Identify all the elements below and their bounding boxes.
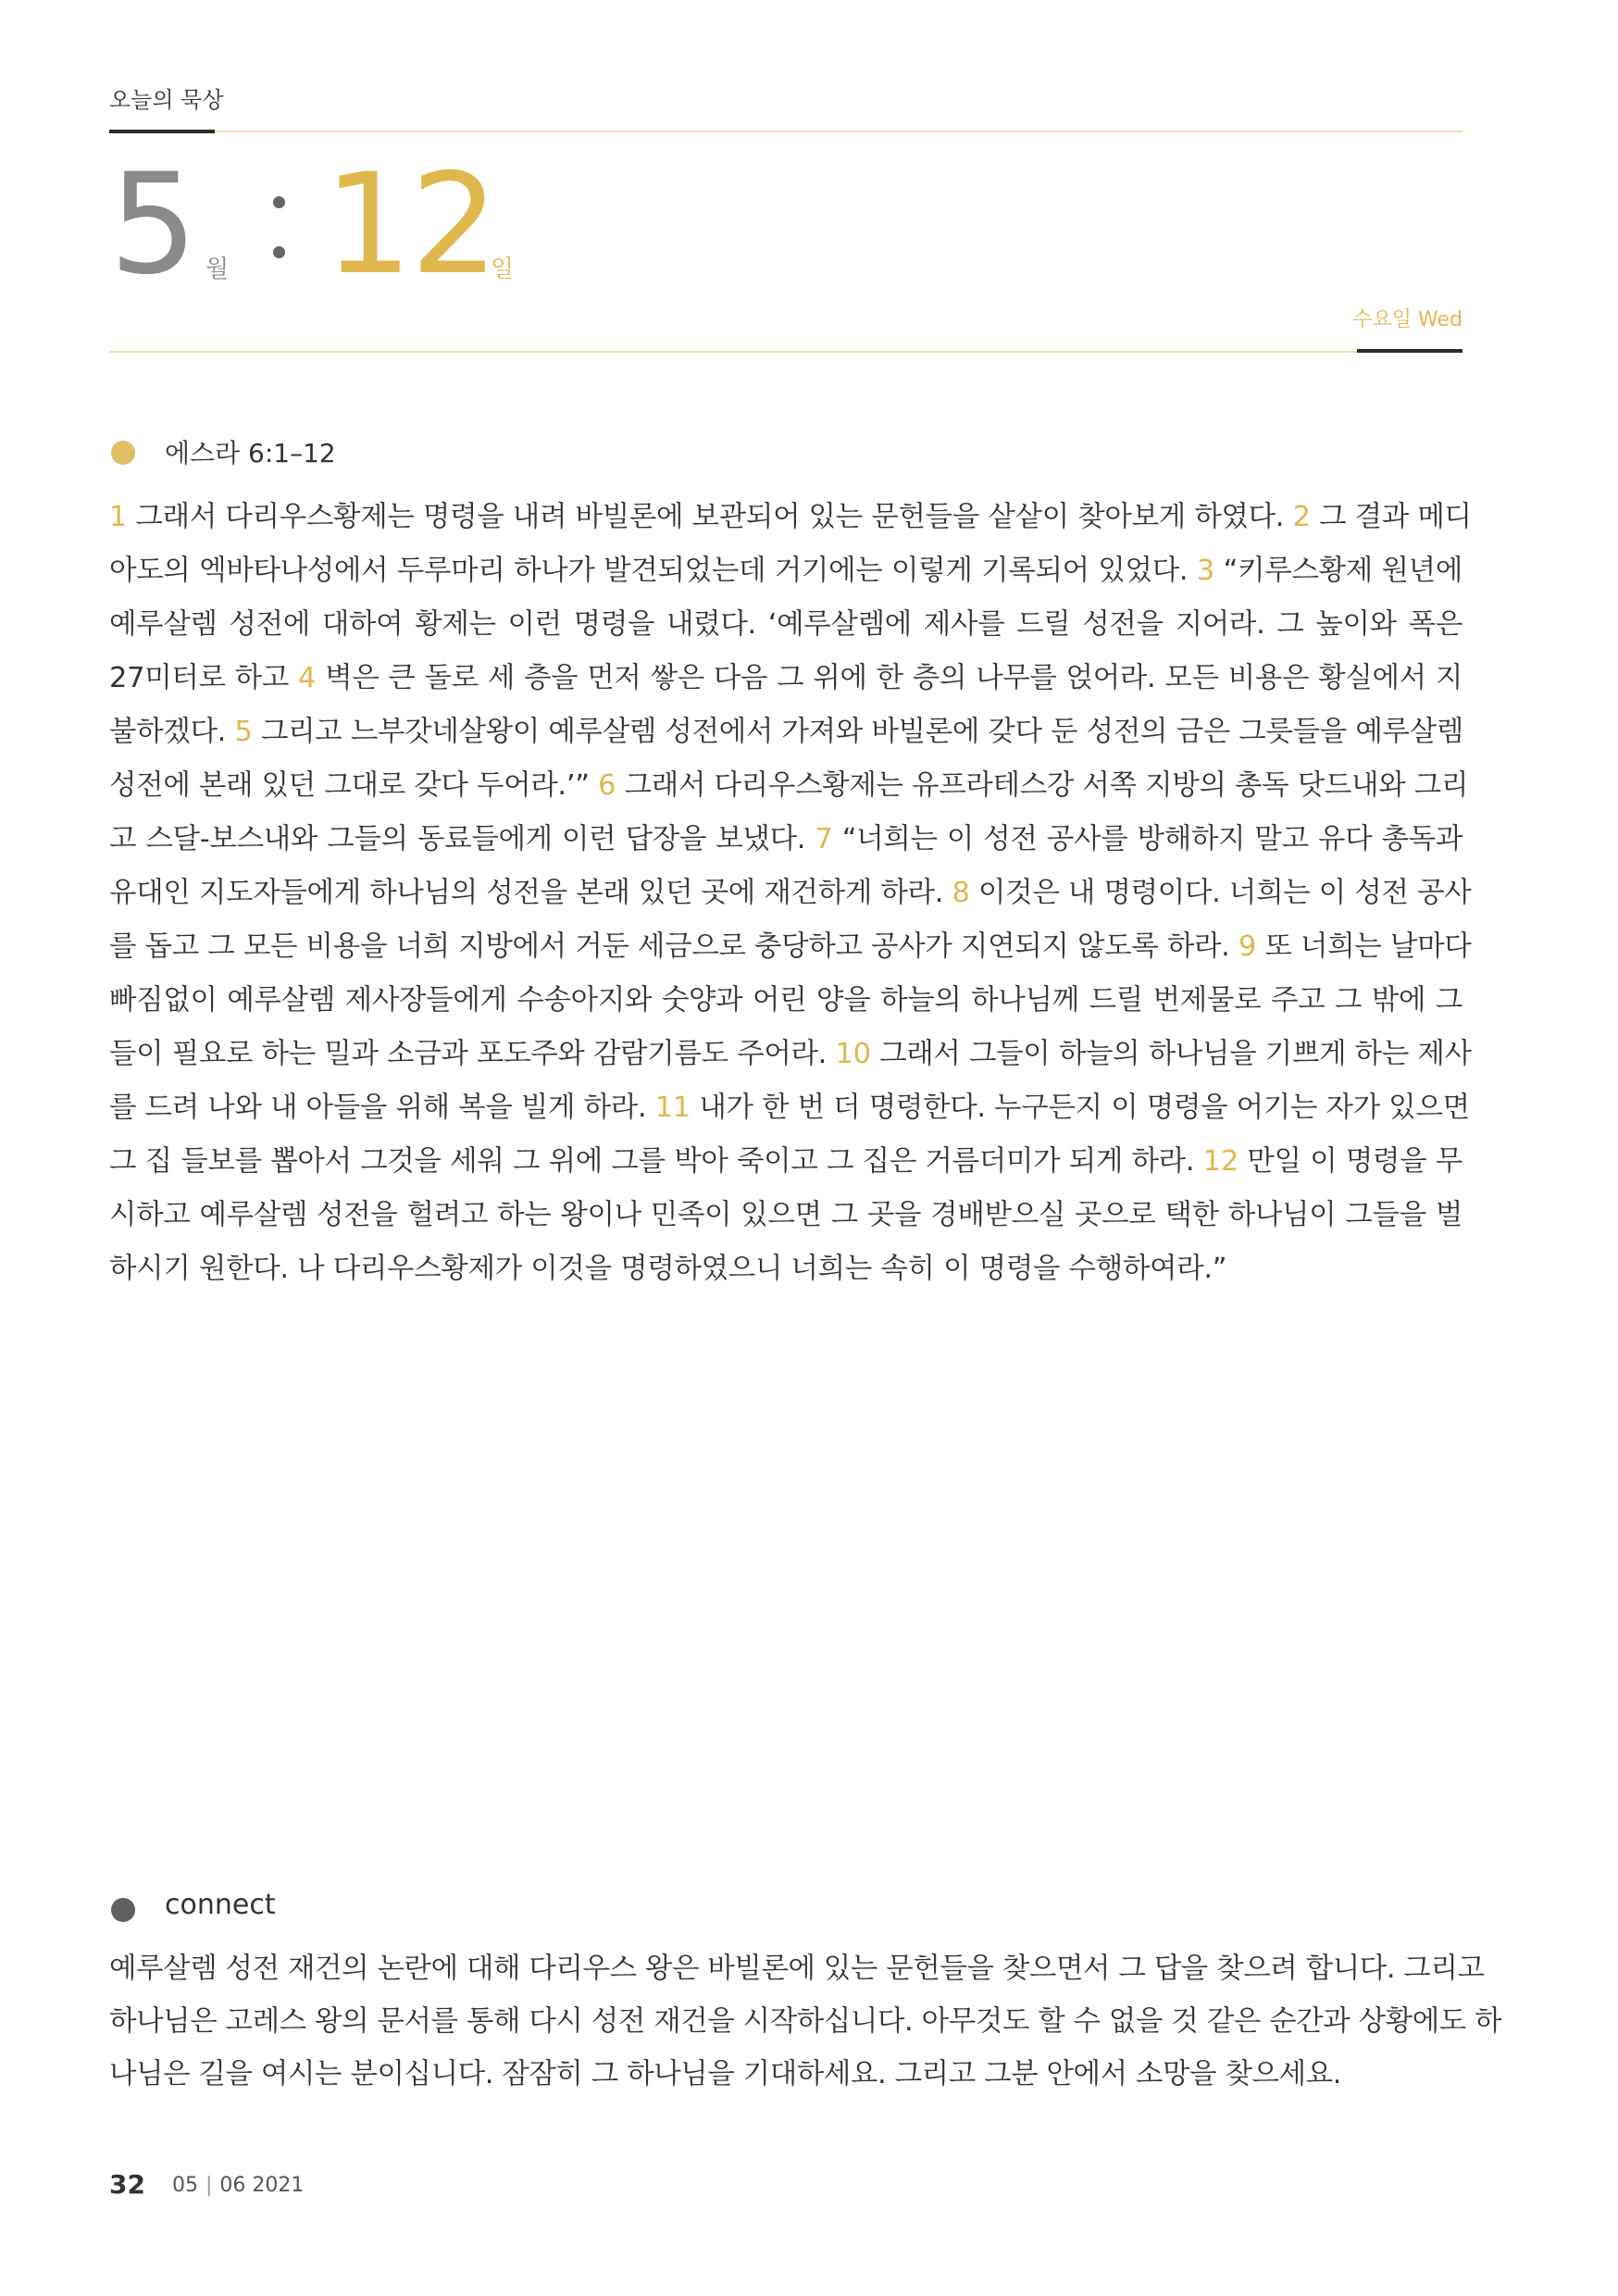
day-number: 12: [324, 144, 497, 306]
section-label: 오늘의 묵상: [109, 87, 224, 113]
verse-text: 유대인 지도자들에게 하나님의 성전을 본래 있던 곳에 재건하게 하라.: [109, 877, 952, 909]
verse-text: 그 결과 메디: [1310, 501, 1472, 533]
section-label-underline: [109, 130, 215, 133]
page-number: 32: [109, 2169, 145, 2200]
connect-heading: connect: [165, 1889, 276, 1921]
scripture-line: [109, 1028, 1472, 1081]
issue-date: [172, 2174, 304, 2197]
verse-text: 고 스달-보스내와 그들의 동료들에게 이런 답장을 보냈다.: [109, 823, 815, 855]
verse-number: 9: [1238, 930, 1257, 963]
verse-number: 6: [598, 769, 616, 802]
verse-number: 10: [835, 1038, 871, 1070]
connect-line: 예루살렘 성전 재건의 논란에 대해 다리우스 왕은 바빌론에 있는 문헌들을 찾으면서 그 답을 찾으려 합니다. 그리고: [109, 1953, 1485, 1985]
verse-text: “키루스황제 원년에: [1214, 555, 1462, 587]
connect-line: 하나님은 고레스 왕의 문서를 통해 다시 성전 재건을 시작하십니다. 아무것도 할 수 없을 것 같은 순간과 상황에도 하: [109, 2005, 1502, 2038]
verse-number: 2: [1292, 501, 1311, 533]
verse-text: 그래서 다리우스황제는 명령을 내려 바빌론에 보관되어 있는 문헌들을 샅샅이 찾아보게 하였다.: [127, 501, 1293, 533]
verse-number: 1: [109, 501, 128, 533]
scripture-line: [109, 867, 1472, 920]
issue-separator: |: [205, 2174, 213, 2197]
verse-text: 27미터로 하고: [109, 662, 298, 694]
verse-number: 3: [1196, 555, 1214, 587]
verse-number: 4: [297, 662, 317, 694]
verse-text: 또 너희는 날마다: [1256, 930, 1472, 963]
verse-number: 5: [234, 716, 253, 748]
weekday: 수요일 Wed: [1352, 308, 1462, 331]
verse-text: 성전에 본래 있던 그대로 갖다 두어라.’”: [109, 769, 599, 802]
issue-rest: 06 2021: [219, 2174, 305, 2197]
verse-text: 그래서 그들이 하늘의 하나님을 기쁘게 하는 제사: [870, 1038, 1472, 1070]
verse-text: 예루살렘 성전에 대하여 황제는 이런 명령을 내렸다. ‘예루살렘에 제사를 드릴 성전을 지어라. 그 높이와 폭은: [109, 608, 1462, 641]
verse-number: 8: [952, 877, 970, 909]
verse-text: 불하겠다.: [109, 716, 235, 748]
date-colon: [273, 196, 286, 261]
scripture-reference: 에스라 6:1–12: [165, 438, 336, 468]
scripture-line: [109, 1081, 1470, 1135]
verse-text: 내가 한 번 더 명령한다. 누구든지 이 명령을 어기는 자가 있으면: [690, 1092, 1470, 1124]
scripture-line: [109, 652, 1462, 705]
verse-text: 그래서 다리우스황제는 유프라테스강 서쪽 지방의 총독 닷드내와 그리: [616, 769, 1469, 802]
verse-text: 시하고 예루살렘 성전을 헐려고 하는 왕이나 민족이 있으면 그 곳을 경배받으실 곳으로 택한 하나님이 그들을 벌: [109, 1199, 1462, 1231]
scripture-line: [109, 1242, 1462, 1296]
scripture-line: [109, 813, 1462, 867]
connect-bullet-icon: [111, 1898, 135, 1922]
verse-number: 12: [1202, 1145, 1238, 1178]
connect-text: [109, 1942, 1502, 2101]
scripture-line: [109, 598, 1462, 652]
issue-month: 05: [172, 2174, 198, 2197]
date-rule: [109, 351, 1462, 353]
month-number: 5: [109, 144, 196, 306]
verse-number: 7: [815, 823, 833, 855]
verse-text: 그 집 들보를 뽑아서 그것을 세워 그 위에 그를 박아 죽이고 그 집은 거름더미가 되게 하라.: [109, 1145, 1203, 1178]
verse-text: 들이 필요로 하는 밀과 소금과 포도주와 감람기름도 주어라.: [109, 1038, 836, 1070]
scripture-line: [109, 544, 1462, 598]
scripture-line: [109, 1135, 1462, 1189]
scripture-line: [109, 1189, 1462, 1242]
scripture-line: [109, 974, 1462, 1028]
scripture-bullet-icon: [111, 441, 135, 465]
verse-text: 를 돕고 그 모든 비용을 너희 지방에서 거둔 세금으로 충당하고 공사가 지연되지 않도록 하라.: [109, 930, 1238, 963]
verse-text: 하시기 원한다. 나 다리우스황제가 이것을 명령하였으니 너희는 속히 이 명령을 수행하여라.”: [109, 1253, 1227, 1285]
scripture-line: [109, 491, 1472, 544]
month-unit: 월: [205, 256, 230, 283]
header-rule: [109, 131, 1462, 132]
verse-text: 이것은 내 명령이다. 너희는 이 성전 공사: [969, 877, 1472, 909]
weekday-underline: [1357, 349, 1462, 353]
verse-text: “너희는 이 성전 공사를 방해하지 말고 유다 총독과: [832, 823, 1462, 855]
verse-text: 만일 이 명령을 무: [1238, 1145, 1462, 1178]
scripture-line: [109, 759, 1469, 813]
verse-text: 를 드려 나와 내 아들을 위해 복을 빌게 하라.: [109, 1092, 655, 1124]
verse-text: 벽은 큰 돌로 세 층을 먼저 쌓은 다음 그 위에 한 층의 나무를 얹어라. 모든 비용은 황실에서 지: [316, 662, 1462, 694]
verse-text: 빠짐없이 예루살렘 제사장들에게 수송아지와 숫양과 어린 양을 하늘의 하나님께 드릴 번제물로 주고 그 밖에 그: [109, 984, 1462, 1017]
connect-line: 나님은 길을 여시는 분이십니다. 잠잠히 그 하나님을 기대하세요. 그리고 그분 안에서 소망을 찾으세요.: [109, 2058, 1342, 2090]
scripture-text: [109, 491, 1472, 1296]
day-unit: 일: [491, 256, 515, 283]
scripture-line: [109, 705, 1462, 759]
verse-number: 11: [654, 1092, 691, 1124]
verse-text: 그리고 느부갓네살왕이 예루살렘 성전에서 가져와 바빌론에 갖다 둔 성전의 금은 그릇들을 예루살렘: [252, 716, 1463, 748]
scripture-line: [109, 920, 1472, 974]
verse-text: 아도의 엑바타나성에서 두루마리 하나가 발견되었는데 거기에는 이렇게 기록되어 있었다.: [109, 555, 1197, 587]
